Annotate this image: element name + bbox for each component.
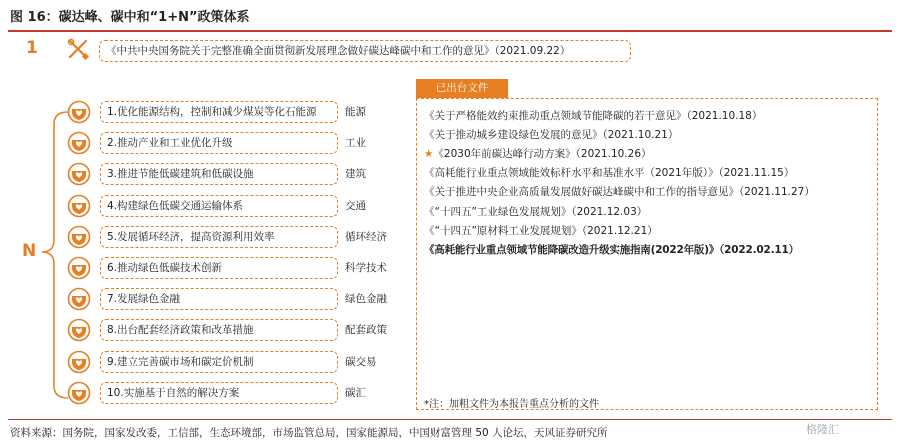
issued-document-item [424,243,799,257]
n-sector-label: 能源 [345,106,366,118]
issued-document-item [424,166,794,180]
heart-shield-icon [66,287,92,311]
bottom-rule [8,419,892,420]
tools-icon [66,38,90,60]
heart-shield-icon [66,256,92,280]
figure-title: 图 16：碳达峰、碳中和“1+N”政策体系 [10,10,250,25]
issued-document-item [424,224,658,238]
issued-document-text: 《关于推动城乡建设绿色发展的意见》（2021.10.21） [424,129,679,141]
issued-document-text: 《“十四五”工业绿色发展规划》（2021.12.03） [424,206,648,218]
top-rule [8,30,892,32]
issued-document-text: 《2030年前碳达峰行动方案》（2021.10.26） [433,148,652,160]
heart-shield-icon [66,381,92,405]
n-action-item: 6.推动绿色低碳技术创新 [100,257,338,279]
n-action-item: 1.优化能源结构，控制和减少煤炭等化石能源 [100,101,338,123]
n-action-item: 9.建立完善碳市场和碳定价机制 [100,351,338,373]
issued-document-item [424,109,762,123]
n-sector-label: 绿色金融 [345,293,387,305]
heart-shield-icon [66,350,92,374]
heart-shield-icon [66,100,92,124]
issued-document-text: 《“十四五”原材料工业发展规划》（2021.12.21） [424,225,658,237]
one-label: 1 [26,38,38,58]
n-sector-label: 配套政策 [345,324,387,336]
watermark: 格隆汇 [806,423,839,436]
n-action-item: 2.推动产业和工业优化升级 [100,132,338,154]
star-icon: ★ [424,148,434,160]
n-sector-label: 碳汇 [345,387,366,399]
bold-note: *注：加粗文件为本报告重点分析的文件 [424,399,599,410]
heart-shield-icon [66,225,92,249]
n-action-item: 8.出台配套经济政策和改革措施 [100,319,338,341]
n-action-item: 4.构建绿色低碳交通运输体系 [100,195,338,217]
n-action-item: 7.发展绿色金融 [100,288,338,310]
n-sector-label: 碳交易 [345,356,377,368]
issued-document-text: 《关于严格能效约束推动重点领域节能降碳的若干意见》（2021.10.18） [424,110,763,122]
n-action-item: 5.发展循环经济，提高资源利用效率 [100,226,338,248]
source-line: 资料来源：国务院，国家发改委，工信部，生态环境部，市场监管总局，国家能源局，中国财富管理 50 人论坛，天风证券研究所 [10,427,608,439]
n-sector-label: 建筑 [345,168,366,180]
heart-shield-icon [66,318,92,342]
issued-document-text: 《高耗能行业重点领域能效标杆水平和基准水平（2021年版）》（2021.11.15） [424,167,795,179]
heart-shield-icon [66,194,92,218]
issued-document-item [424,128,678,142]
issued-documents-tab: 已出台文件 [416,79,508,98]
n-action-item: 10.实施基于自然的解决方案 [100,382,338,404]
opinion-document-box: 《中共中央国务院关于完整准确全面贯彻新发展理念做好碳达峰碳中和工作的意见》（2021.09.22） [99,40,631,62]
issued-document-item [424,147,652,161]
heart-shield-icon [66,131,92,155]
n-sector-label: 循环经济 [345,231,387,243]
n-sector-label: 科学技术 [345,262,387,274]
issued-document-text: 《高耗能行业重点领域节能降碳改造升级实施指南(2022年版)》（2022.02.11） [424,244,799,256]
issued-document-text: 《关于推进中央企业高质量发展做好碳达峰碳中和工作的指导意见》（2021.11.27） [424,186,815,198]
n-sector-label: 工业 [345,137,366,149]
n-sector-label: 交通 [345,200,366,212]
heart-shield-icon [66,162,92,186]
issued-document-item [424,185,815,199]
n-action-item: 3.推进节能低碳建筑和低碳设施 [100,163,338,185]
issued-document-item [424,205,647,219]
n-label: N [22,241,37,261]
